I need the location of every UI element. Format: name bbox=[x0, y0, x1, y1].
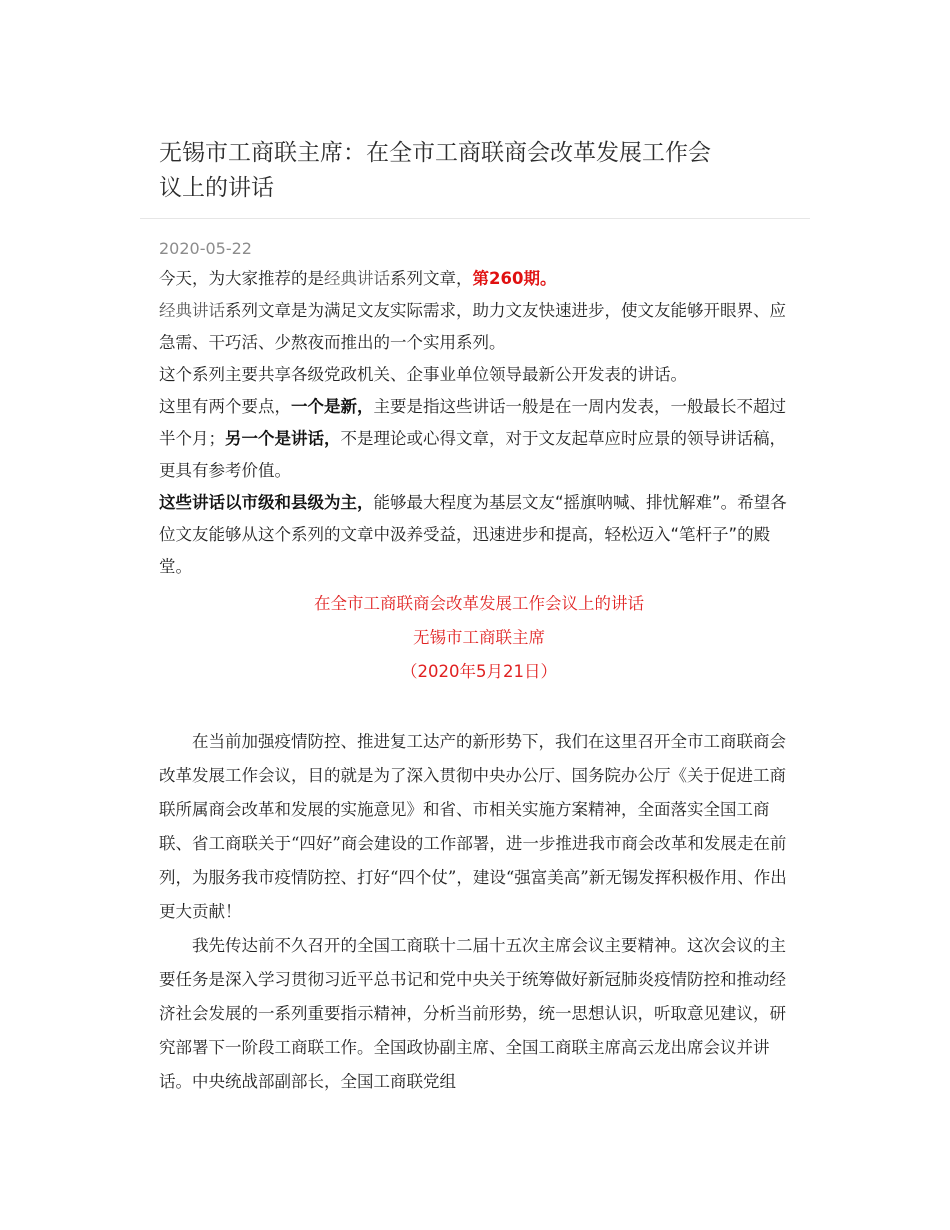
title-divider bbox=[140, 218, 810, 219]
intro-p5-b: 能够最大程度为基层文友“摇旗呐喊、排忧解难”。希望各位文友能够从这个系列的文章中汲养受益，迅速进步和提高，轻松迈入“笔杆子”的殿堂。 bbox=[159, 493, 787, 576]
series-intro bbox=[159, 263, 799, 583]
intro-paragraph-5 bbox=[159, 487, 799, 583]
series-name: 经典讲话 bbox=[324, 269, 390, 288]
point-new: 一个是新， bbox=[291, 397, 374, 416]
intro-p4-a: 这里有两个要点， bbox=[159, 397, 291, 416]
speech-heading: 在全市工商联商会改革发展工作会议上的讲话 bbox=[314, 594, 644, 613]
point-level: 这些讲话以市级和县级为主， bbox=[159, 493, 374, 512]
speech-paragraph: 我先传达前不久召开的全国工商联十二届十五次主席会议主要精神。这次会议的主要任务是深入学习贯彻习近平总书记和党中央关于统筹做好新冠肺炎疫情防控和推动经济社会发展的一系列重要指示精神，分析当前形势，统一思想认识，听取意见建议，研究部署下一阶段工商联工作。全国政协副主席、全国工商联主席高云龙出席会议并讲话。中央统战部副部长，全国工商联党组 bbox=[159, 936, 786, 1091]
intro-p1-mid: 系列文章， bbox=[390, 269, 473, 288]
speech-body bbox=[159, 725, 799, 1099]
intro-paragraph-1 bbox=[159, 263, 799, 295]
speech-header bbox=[159, 587, 799, 689]
publish-date: 2020-05-22 bbox=[159, 239, 252, 258]
intro-paragraph-3: 这个系列主要共享各级党政机关、企事业单位领导最新公开发表的讲话。 bbox=[159, 365, 687, 384]
intro-paragraph-4 bbox=[159, 391, 799, 487]
article bbox=[140, 136, 810, 1099]
series-name-2: 经典讲话 bbox=[159, 301, 225, 320]
article-content bbox=[140, 235, 799, 1099]
issue-number: 第260期。 bbox=[472, 269, 557, 288]
article-title: 无锡市工商联主席：在全市工商联商会改革发展工作会 议上的讲话 bbox=[159, 140, 711, 201]
intro-p4-e: 不是理论或心得文章，对于文友起草应时应景的领导讲话稿，更具有参考价值。 bbox=[159, 429, 786, 480]
speech-date: （2020年5月21日） bbox=[401, 662, 557, 681]
intro-p4-c: 主要是指这些讲话一般是在一周内发表，一般最长不超过半个月； bbox=[159, 397, 786, 448]
speech-speaker: 无锡市工商联主席 bbox=[413, 628, 545, 647]
intro-paragraph-2 bbox=[159, 295, 799, 359]
intro-p1-lead: 今天，为大家推荐的是 bbox=[159, 269, 324, 288]
speech-paragraph: 在当前加强疫情防控、推进复工达产的新形势下，我们在这里召开全市工商联商会改革发展工作会议，目的就是为了深入贯彻中央办公厅、国务院办公厅《关于促进工商联所属商会改革和发展的实施意见》和省、市相关实施方案精神，全面落实全国工商联、省工商联关于“四好”商会建设的工作部署，进一步推进我市商会改革和发展走在前列，为服务我市疫情防控、打好“四个仗”，建设“强富美高”新无锡发挥积极作用、作出更大贡献！ bbox=[159, 732, 787, 921]
intro-p2-text: 系列文章是为满足文友实际需求，助力文友快速进步，使文友能够开眼界、应急需、干巧活、少熬夜而推出的一个实用系列。 bbox=[159, 301, 786, 352]
point-speech: 另一个是讲话， bbox=[225, 429, 341, 448]
